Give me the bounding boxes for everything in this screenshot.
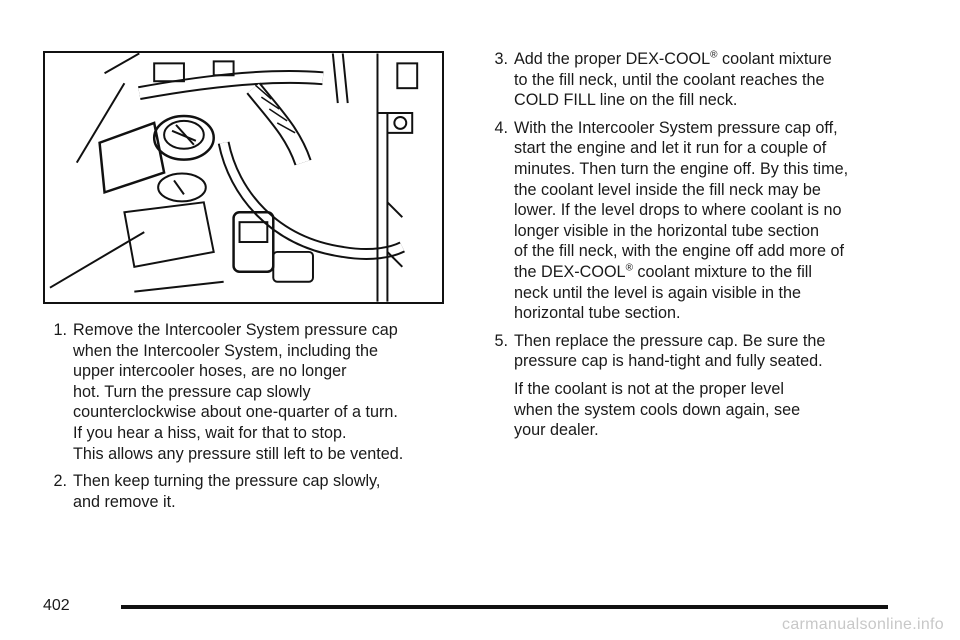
- page-number: 402: [43, 597, 70, 614]
- right-column: [484, 49, 904, 441]
- step-2: [43, 471, 463, 512]
- text-line: of the fill neck, with the engine off add more of: [514, 242, 844, 261]
- step-text: [73, 320, 463, 464]
- step-number: 2.: [53, 472, 67, 491]
- step-number: 5.: [494, 331, 508, 350]
- text-segment: Add the proper DEX-COOL: [514, 50, 711, 68]
- page-footer: [43, 596, 888, 616]
- note-paragraph: [484, 379, 904, 441]
- text-segment: coolant mixture: [717, 50, 832, 68]
- step-text: [514, 49, 904, 111]
- left-column: [43, 320, 463, 519]
- registered-mark: ®: [710, 49, 718, 61]
- step-3: [484, 49, 904, 111]
- text-line: [514, 49, 904, 70]
- text-line: pressure cap is hand-tight and fully seated.: [514, 352, 823, 371]
- step-number: 4.: [494, 118, 508, 137]
- text-line: horizontal tube section.: [514, 304, 681, 323]
- step-number: 1.: [53, 321, 67, 339]
- text-line: [514, 262, 904, 283]
- text-segment: coolant mixture to the fill: [632, 262, 812, 281]
- registered-mark: ®: [625, 262, 633, 274]
- watermark: carmanualsonline.info: [782, 616, 944, 633]
- text-line: minutes. Then turn the engine off. By this time,: [514, 159, 849, 178]
- text-line: your dealer.: [514, 421, 599, 440]
- text-line: when the system cools down again, see: [514, 400, 801, 419]
- text-line: hot. Turn the pressure cap slowly: [73, 382, 311, 401]
- text-line: Remove the Intercooler System pressure cap: [73, 321, 398, 339]
- step-1: [43, 320, 463, 464]
- text-line: With the Intercooler System pressure cap off,: [514, 118, 838, 137]
- engine-compartment-icon: [45, 53, 442, 302]
- text-line: neck until the level is again visible in the: [514, 283, 802, 302]
- step-4: [484, 118, 904, 324]
- text-line: If the coolant is not at the proper level: [514, 379, 784, 398]
- text-line: when the Intercooler System, including the: [73, 341, 379, 360]
- text-line: longer visible in the horizontal tube section: [514, 221, 820, 240]
- step-text: [514, 331, 904, 372]
- text-line: and remove it.: [73, 492, 176, 511]
- step-text: [73, 471, 463, 512]
- step-number: 3.: [494, 50, 508, 68]
- text-line: the coolant level inside the fill neck may be: [514, 180, 821, 199]
- text-line: lower. If the level drops to where coolant is no: [514, 201, 842, 220]
- step-5: [484, 331, 904, 372]
- text-line: If you hear a hiss, wait for that to stop.: [73, 423, 347, 442]
- text-line: COLD FILL line on the fill neck.: [514, 91, 738, 110]
- text-line: upper intercooler hoses, are no longer: [73, 362, 347, 381]
- text-line: counterclockwise about one-quarter of a turn.: [73, 403, 398, 422]
- text-line: This allows any pressure still left to be vented.: [73, 444, 404, 463]
- text-segment: the DEX-COOL: [514, 262, 626, 281]
- footer-rule: [121, 605, 888, 609]
- text-line: start the engine and let it run for a couple of: [514, 139, 827, 158]
- step-text: [514, 118, 904, 324]
- text-line: to the fill neck, until the coolant reaches the: [514, 70, 825, 89]
- text-line: Then replace the pressure cap. Be sure the: [514, 331, 826, 350]
- engine-illustration: [43, 51, 444, 304]
- text-line: Then keep turning the pressure cap slowly,: [73, 472, 381, 491]
